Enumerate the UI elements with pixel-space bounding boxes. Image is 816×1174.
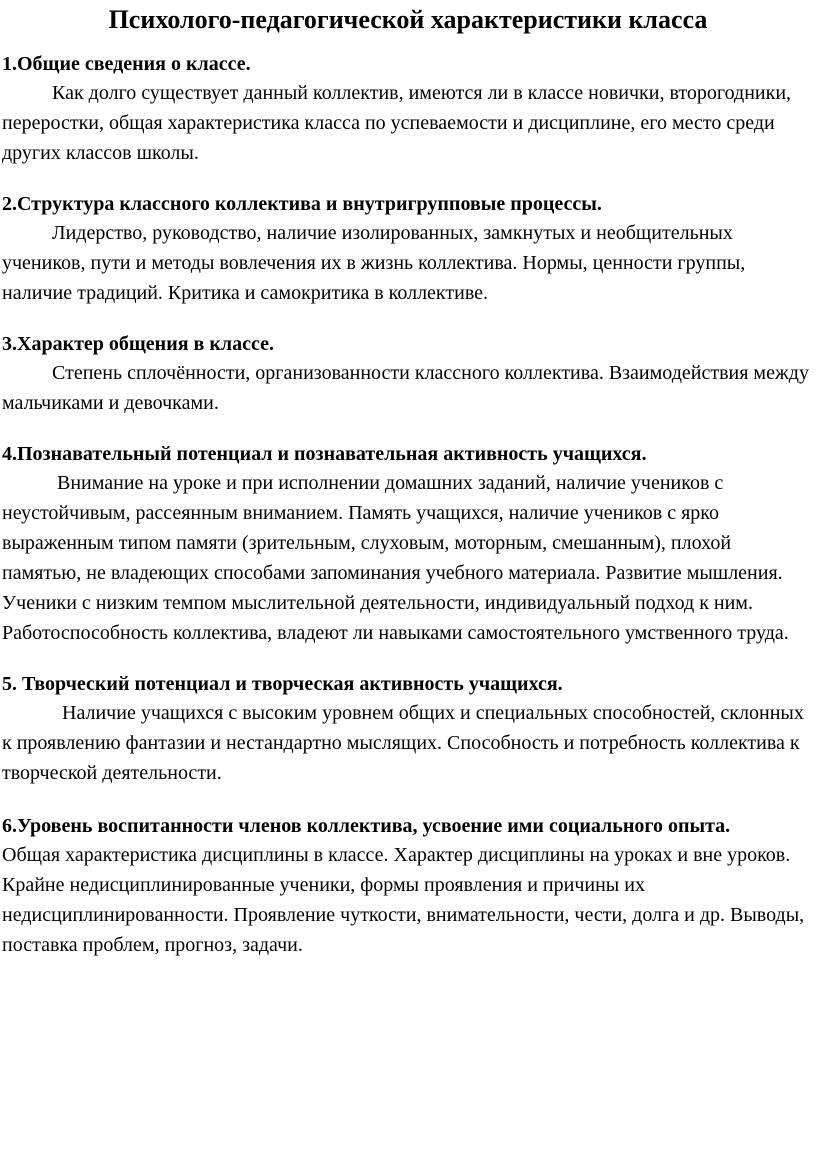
- section-body: Лидерство, руководство, наличие изолированных, замкнутых и необщительных учеников, пути и методы вовлечения их в жизнь коллектива. Нормы, ценности группы, наличие традиций. Критика и самокритика в коллективе.: [2, 222, 746, 304]
- section-heading: 3.Характер общения в классе.: [2, 333, 274, 355]
- section-creative-potential: [2, 670, 814, 788]
- section-heading: 2.Структура классного коллектива и внутригрупповые процессы.: [2, 193, 602, 215]
- document-title: Психолого-педагогической характеристики класса: [108, 5, 708, 34]
- section-class-structure: [2, 190, 814, 308]
- section-body: Наличие учащихся с высоким уровнем общих и специальных способностей, склонных к проявлению фантазии и нестандартно мыслящих. Способность и потребность коллектива к творческой деятельности.: [2, 702, 804, 784]
- section-heading: 5. Творческий потенциал и творческая активность учащихся.: [2, 673, 563, 695]
- section-body: Степень сплочённости, организованности классного коллектива. Взаимодействия между мальчиками и девочками.: [2, 362, 809, 414]
- section-general-info: [2, 50, 814, 168]
- section-body: Внимание на уроке и при исполнении домашних заданий, наличие учеников с неустойчивым, рассеянным вниманием. Память учащихся, наличие учеников с ярко выраженным типом памяти (зрительным, слуховым, моторным, смешанным), плохой памятью, не владеющих способами запоминания учебного материала. Развитие мышления. Ученики с низким темпом мыслительной деятельности, индивидуальный подход к ним. Работоспособность коллектива, владеют ли навыками самостоятельного умственного труда.: [2, 472, 789, 644]
- section-body: Общая характеристика дисциплины в классе. Характер дисциплины на уроках и вне уроков. Крайне недисциплинированные ученики, формы проявления и причины их недисциплинированности. Проявление чуткости, внимательности, чести, долга и др. Выводы, поставка проблем, прогноз, задачи.: [2, 844, 805, 956]
- section-heading: 1.Общие сведения о классе.: [2, 53, 251, 75]
- section-body: Как долго существует данный коллектив, имеются ли в классе новички, второгодники, переростки, общая характеристика класса по успеваемости и дисциплине, его место среди других классов школы.: [2, 82, 792, 164]
- section-heading: 4.Познавательный потенциал и познавательная активность учащихся.: [2, 443, 647, 465]
- section-upbringing-level: [2, 812, 814, 960]
- section-communication: [2, 330, 814, 418]
- section-cognitive-potential: [2, 440, 814, 648]
- section-heading: 6.Уровень воспитанности членов коллектива, усвоение ими социального опыта.: [2, 815, 731, 837]
